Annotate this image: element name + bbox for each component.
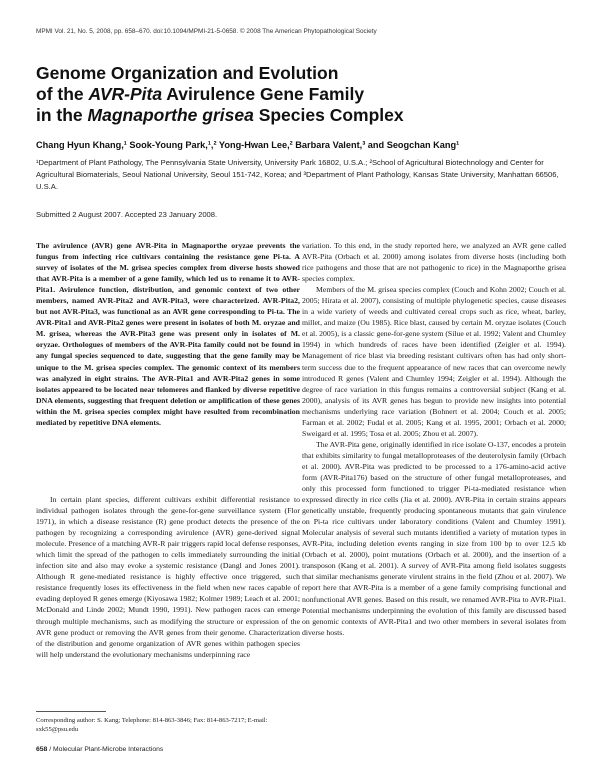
title-line-3-prefix: in the xyxy=(36,105,88,125)
page-footer xyxy=(36,746,336,753)
title-line-3-suffix: Species Complex xyxy=(253,105,404,125)
right-paragraph-2: Members of the M. grisea species complex (Couch and Kohn 2002; Couch et al. 2005; Hirata et al. 2007), consisting of multiple phylogenetic species, cause diseases in a wide variety of weeds and cultivated cereal crops such as rice, wheat, barley, millet, and maize (Ou 1985). Rice blast, caused by certain M. oryzae isolates (Couch et al. 2005), is a classic gene-for-gene system (Silue et al. 1992; Valent and Chumley 1994) in which hundreds of races have been identified (Zeigler et al. 1994). Management of rice blast via breeding resistant cultivars often has had only short-term success due to the frequent appearance of new races that can overcome newly introduced R genes (Valent and Chumley 1994; Zeigler et al. 1994). Although the degree of race variation in this fungus remains a controversial subject (Kang et al. 2000), analysis of its AVR genes has begun to provide new insights into potential mechanisms underlying race variation (Bohnert et al. 2004; Couch et al. 2005; Farman et al. 2002; Fudal et al. 2005; Kang et al. 1995, 2001; Orbach et al. 2000; Sweigard et al. 1995; Tosa et al. 2005; Zhou et al. 2007). xyxy=(302,285,566,438)
title-gene-name: AVR-Pita xyxy=(88,84,163,104)
left-column-body xyxy=(36,494,300,660)
page-number: 658 xyxy=(36,746,48,753)
right-paragraph-1: variation. To this end, in the study reported here, we analyzed an AVR gene called AVR-Pita (Orbach et al. 2000) among isolates from diverse hosts (including both rice pathogens and those that are not pathogenic to rice) in the Magnaporthe grisea species complex. xyxy=(302,241,566,284)
intro-paragraph: In certain plant species, different cultivars exhibit differential resistance to individual pathogen isolates through the gene-for-gene surveillance system (Flor 1971), in which a disease resistance (R) gene product detects the presence of the pathogen by recognizing a corresponding avirulence (AVR) gene-derived signal molecule. Presence of a matching AVR-R pair triggers rapid local defense responses, which limit the spread of the pathogen to cells immediately surrounding the initial infection site and also may evoke a systemic resistance (Dangl and Jones 2001). Although R gene-mediated resistance is highly effective once triggered, such resistance frequently loses its effectiveness in the field when new races capable of evading deployed R genes emerge (Kiyosawa 1982; Kolmer 1989; Leach et al. 2001; McDonald and Linde 2002; Mundt 1990, 1991). New pathogen races can emerge through multiple mechanisms, such as modifying the structure or expression of the AVR gene product or removing the AVR genes from their genome. Characterization of the distribution and genome organization of AVR genes within pathogen species will help understand the evolutionary mechanisms underpinning race xyxy=(36,495,300,659)
right-paragraph-3: The AVR-Pita gene, originally identified in rice isolate O-137, encodes a protein that exhibits similarity to fungal metalloproteases of the deuterolysin family (Orbach et al. 2000). AVR-Pita was predicted to be processed to a 176-amino-acid active form (AVR-Pita176) based on the structure of other fungal metalloproteases, and only this processed form functioned to trigger Pi-ta-mediated resistance when expressed directly in rice cells (Jia et al. 2000). AVR-Pita in certain strains appears genetically unstable, frequently producing spontaneous mutants that gain virulence on Pi-ta rice cultivars under laboratory conditions (Valent and Chumley 1991). Molecular analysis of several such mutants identified a variety of mutation types in AVR-Pita, including deletion events ranging in size from 100 bp to over 12.5 kb (Orbach et al. 2000), point mutations (Orbach et al. 2000), and the insertion of a transposon (Kang et al. 2001). A survey of AVR-Pita among field isolates suggests that similar mechanisms generate virulent strains in the field (Zhou et al. 2007). We report here that AVR-Pita is a member of a gene family comprising functional and nonfunctional AVR genes. Based on this result, we renamed AVR-Pita to AVR-Pita1. Potential mechanisms underpinning the evolution of this family are discussed based on genomic contexts of AVR-Pita1 and two other members in several isolates from diverse hosts. xyxy=(302,439,566,637)
journal-name: / Molecular Plant-Microbe Interactions xyxy=(49,746,164,753)
journal-header: MPMI Vol. 21, No. 5, 2008, pp. 658–670. doi:10.1094/MPMI-21-5-0658. © 2008 The American Phytopathological Society xyxy=(36,28,377,35)
affiliations: ¹Department of Plant Pathology, The Pennsylvania State University, University Park 16802, U.S.A.; ²School of Agricultural Biotechnology and Center for Agricultural Biomaterials, Seoul National University, Seoul 151-742, Korea; and ³Department of Plant Pathology, Kansas State University, Manhattan 66506, U.S.A. xyxy=(36,158,559,191)
footnote-rule xyxy=(36,711,106,712)
correspondence-note: Corresponding author: S. Kang; Telephone: 814-863-3846; Fax: 814-863-7217; E-mail: sxk55@psu.edu xyxy=(36,717,268,733)
submission-dates: Submitted 2 August 2007. Accepted 23 January 2008. xyxy=(36,210,218,219)
abstract-text: The avirulence (AVR) gene AVR-Pita in Magnaporthe oryzae prevents the fungus from infecting rice cultivars containing the resistance gene Pi-ta. A survey of isolates of the M. grisea species complex from diverse hosts showed that AVR-Pita is a member of a gene family, which led us to rename it to AVR-Pita1. Avirulence function, distribution, and genomic context of two other members, named AVR-Pita2 and AVR-Pita3, were characterized. AVR-Pita2, but not AVR-Pita3, was functional as an AVR gene corresponding to Pi-ta. The AVR-Pita1 and AVR-Pita2 genes were present in isolates of both M. oryzae and M. grisea, whereas the AVR-Pita3 gene was present only in isolates of M. oryzae. Orthologues of members of the AVR-Pita family could not be found in any fungal species sequenced to date, suggesting that the gene family may be unique to the M. grisea species complex. The genomic context of its members was analyzed in eight strains. The AVR-Pita1 and AVR-Pita2 genes in some isolates appeared to be located near telomeres and flanked by diverse repetitive DNA elements, suggesting that frequent deletion or amplification of these genes within the M. grisea species complex might have resulted from recombination mediated by repetitive DNA elements. xyxy=(36,241,300,427)
author-list: Chang Hyun Khang,¹ Sook-Young Park,¹,² Yong-Hwan Lee,² Barbara Valent,³ and Seogchan Kang¹ xyxy=(36,140,460,150)
title-species-name: Magnaporthe grisea xyxy=(87,105,254,125)
article-title xyxy=(36,63,556,126)
title-line-2-prefix: of the xyxy=(36,84,89,104)
right-column-body xyxy=(302,240,566,638)
title-line-2-suffix: Avirulence Gene Family xyxy=(162,84,365,104)
title-line-1: Genome Organization and Evolution xyxy=(36,63,339,83)
abstract xyxy=(36,240,300,428)
